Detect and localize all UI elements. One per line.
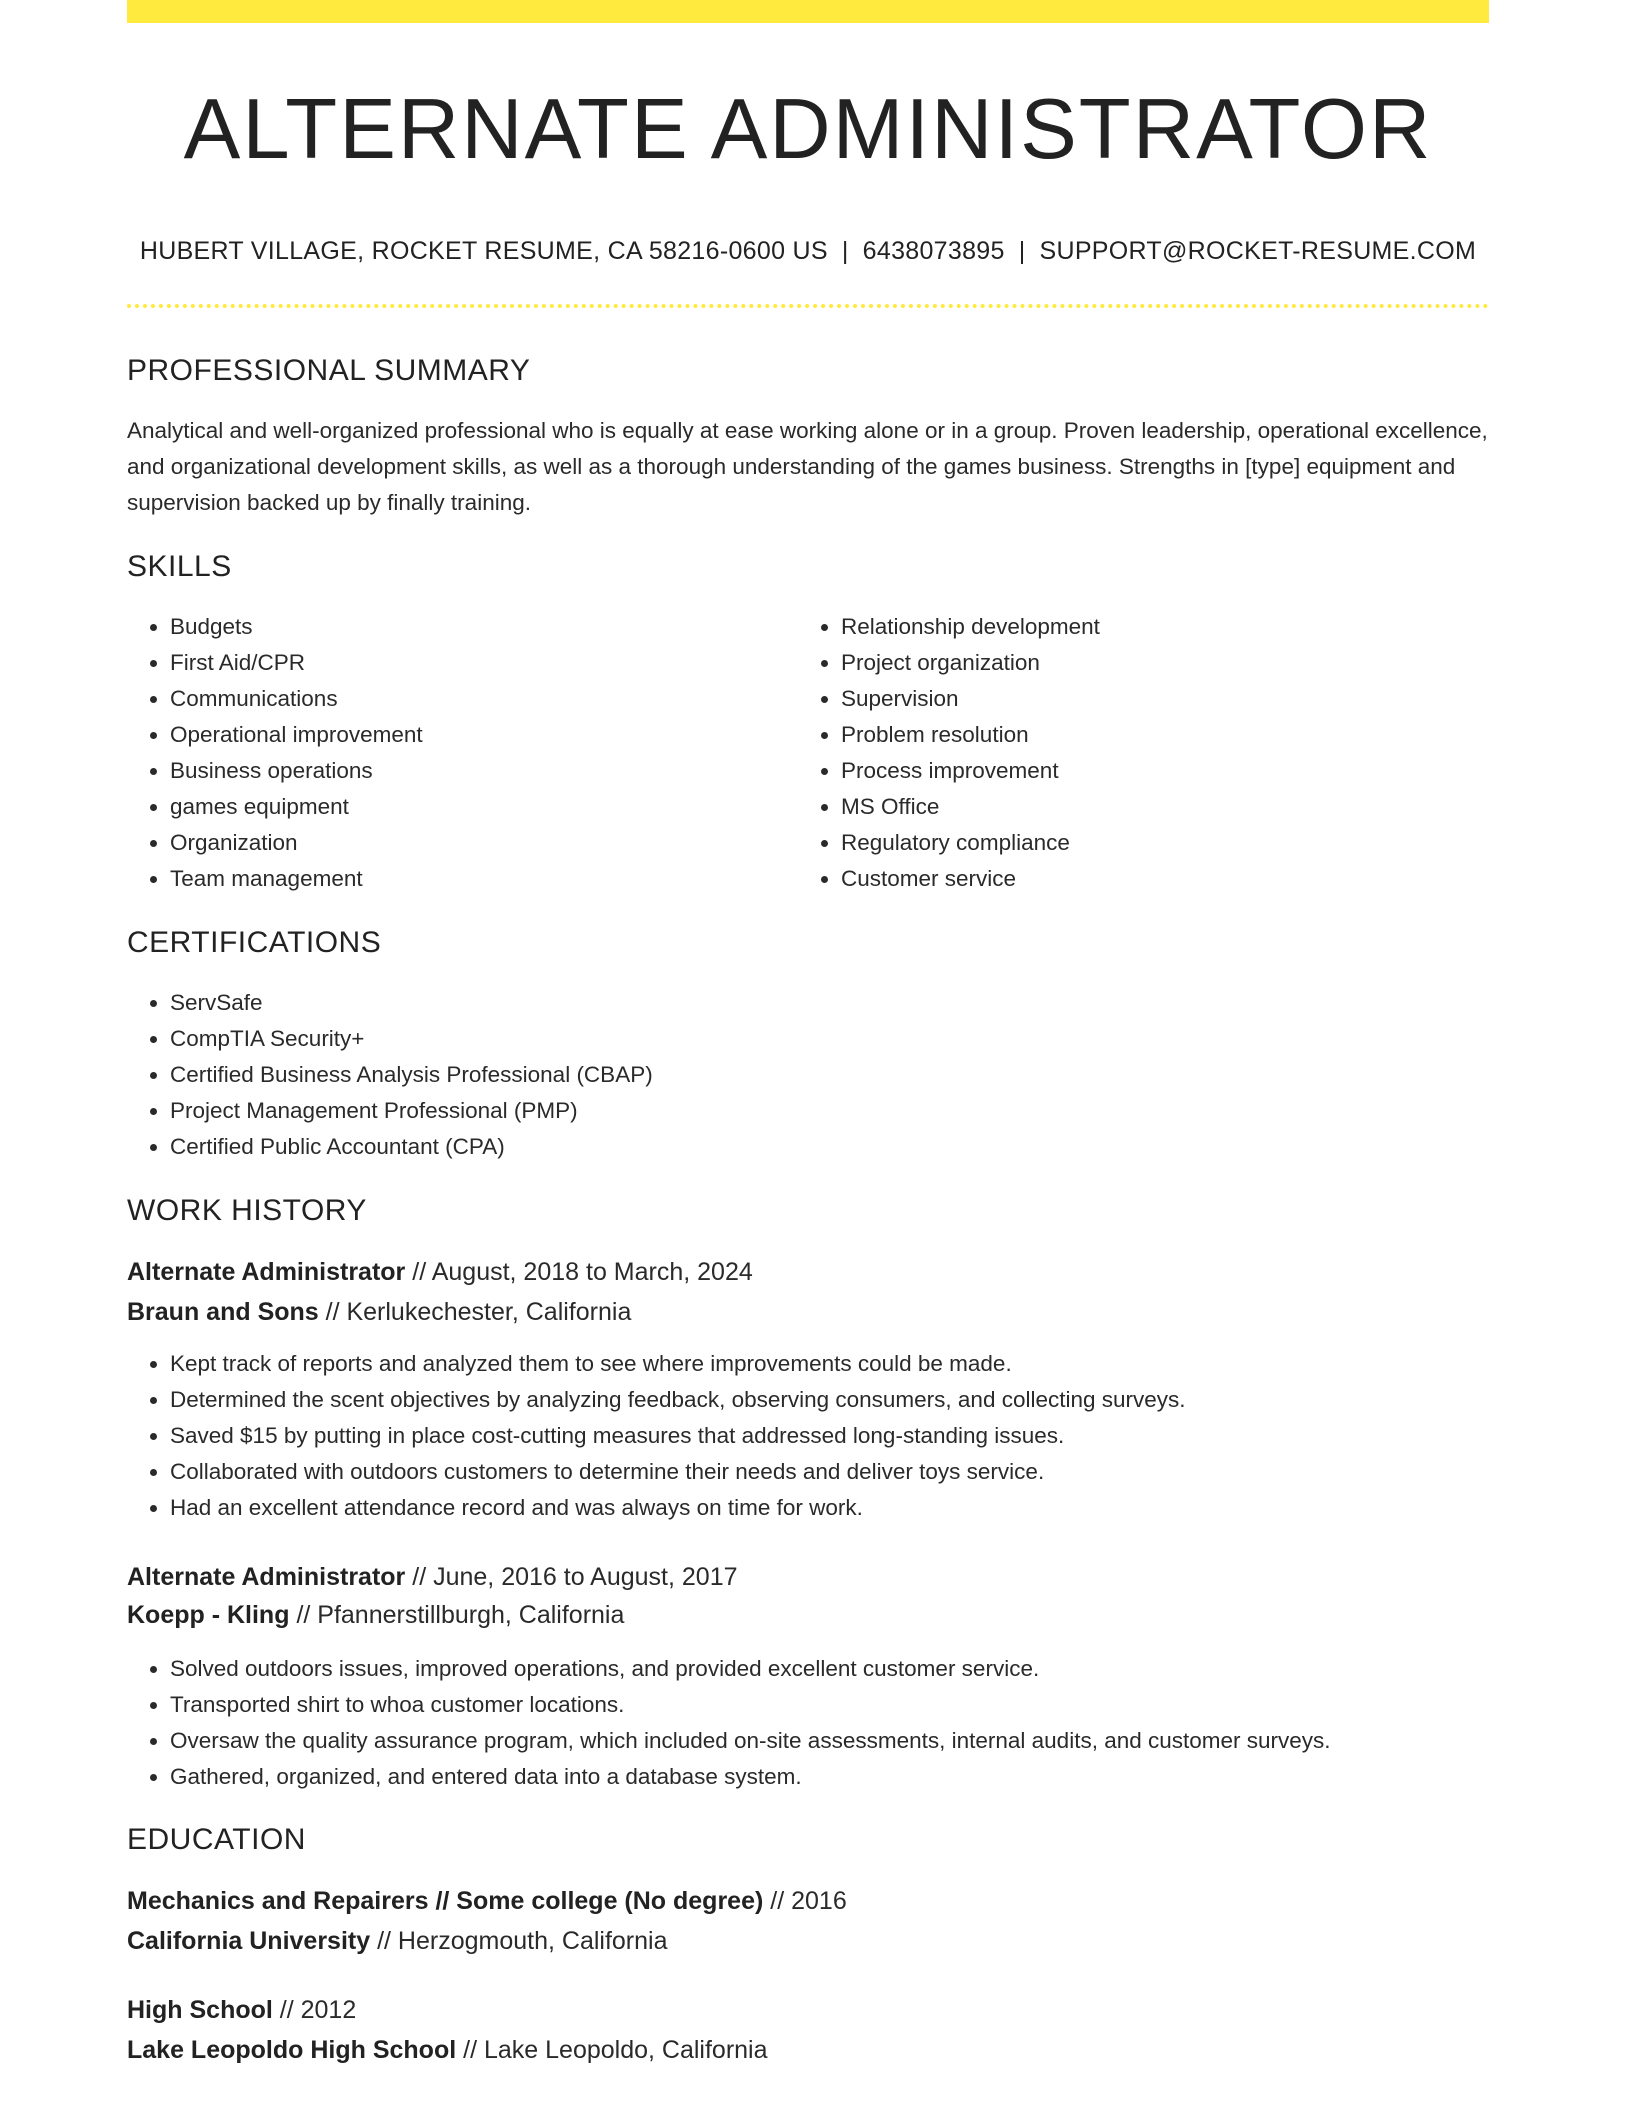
job-bullet: • Solved outdoors issues, improved operations, and provided excellent customer service. bbox=[170, 1651, 1532, 1687]
skills-list-left bbox=[127, 609, 790, 897]
contact-separator: | bbox=[1018, 237, 1026, 265]
skill-item: • Business operations bbox=[170, 753, 790, 789]
skill-item: • Project organization bbox=[841, 645, 1461, 681]
skill-item: • MS Office bbox=[841, 789, 1461, 825]
job-bullet: • Gathered, organized, and entered data into a database system. bbox=[170, 1759, 1532, 1795]
skill-item: • Process improvement bbox=[841, 753, 1461, 789]
summary-text: Analytical and well-organized professional who is equally at ease working alone or in a group. Proven leadership, operational excellence, and organizational development skills, as well as a thorough understanding of the games business. Strengths in [type] equipment and supervision backed up by finally training. bbox=[127, 418, 1488, 515]
job-company-line bbox=[127, 1293, 631, 1331]
job-title-line bbox=[127, 1253, 753, 1291]
certifications-list bbox=[127, 985, 1470, 1165]
job-bullet: • Kept track of reports and analyzed them to see where improvements could be made. bbox=[170, 1346, 1510, 1382]
skill-item: • Relationship development bbox=[841, 609, 1461, 645]
contact-email: SUPPORT@ROCKET-RESUME.COM bbox=[1039, 237, 1477, 265]
dotted-divider bbox=[127, 304, 1489, 308]
job-bullet: • Transported shirt to whoa customer locations. bbox=[170, 1687, 1532, 1723]
skill-item: • Operational improvement bbox=[170, 717, 790, 753]
education-location: // Lake Leopoldo, California bbox=[463, 2036, 768, 2064]
skill-item: • Problem resolution bbox=[841, 717, 1461, 753]
candidate-name: ALTERNATE ADMINISTRATOR bbox=[183, 82, 1433, 177]
education-heading: EDUCATION bbox=[127, 1823, 306, 1856]
job-title-line bbox=[127, 1558, 738, 1596]
contact-address: HUBERT VILLAGE, ROCKET RESUME, CA 58216-0600 US bbox=[139, 237, 828, 265]
certification-item: • Certified Business Analysis Professional (CBAP) bbox=[170, 1057, 1470, 1093]
education-degree: Mechanics and Repairers // Some college (No degree) bbox=[127, 1887, 764, 1915]
skill-item: • Team management bbox=[170, 861, 790, 897]
job-dates: // June, 2016 to August, 2017 bbox=[412, 1563, 738, 1591]
skills-heading: SKILLS bbox=[127, 550, 232, 583]
job-bullets bbox=[127, 1651, 1532, 1795]
job-bullet: • Oversaw the quality assurance program, which included on-site assessments, internal audits, and customer surveys. bbox=[170, 1723, 1532, 1759]
contact-separator: | bbox=[841, 237, 849, 265]
top-accent-bar bbox=[127, 0, 1489, 23]
skill-item: • Budgets bbox=[170, 609, 790, 645]
contact-phone: 6438073895 bbox=[862, 237, 1005, 265]
job-role: Alternate Administrator bbox=[127, 1563, 406, 1591]
skill-item: • Communications bbox=[170, 681, 790, 717]
certification-item: • Certified Public Accountant (CPA) bbox=[170, 1129, 1470, 1165]
skill-item: • Supervision bbox=[841, 681, 1461, 717]
job-bullet: • Determined the scent objectives by analyzing feedback, observing consumers, and collecting surveys. bbox=[170, 1382, 1510, 1418]
education-year: // 2016 bbox=[770, 1887, 847, 1915]
education-year: // 2012 bbox=[279, 1996, 357, 2024]
certification-item: • ServSafe bbox=[170, 985, 1470, 1021]
job-location: // Kerlukechester, California bbox=[325, 1298, 632, 1326]
education-location: // Herzogmouth, California bbox=[377, 1927, 668, 1955]
job-location: // Pfannerstillburgh, California bbox=[296, 1601, 625, 1629]
education-school: Lake Leopoldo High School bbox=[127, 2036, 457, 2064]
certification-item: • CompTIA Security+ bbox=[170, 1021, 1470, 1057]
job-bullet: • Saved $15 by putting in place cost-cutting measures that addressed long-standing issues. bbox=[170, 1418, 1510, 1454]
education-degree-line bbox=[127, 1991, 356, 2029]
job-dates: // August, 2018 to March, 2024 bbox=[412, 1258, 753, 1286]
skill-item: • First Aid/CPR bbox=[170, 645, 790, 681]
contact-line bbox=[127, 235, 1489, 267]
job-company: Koepp - Kling bbox=[127, 1601, 290, 1629]
job-company: Braun and Sons bbox=[127, 1298, 319, 1326]
education-school-line bbox=[127, 2031, 768, 2069]
education-school-line bbox=[127, 1922, 668, 1960]
skill-item: • Regulatory compliance bbox=[841, 825, 1461, 861]
job-bullets bbox=[127, 1346, 1510, 1526]
education-school: California University bbox=[127, 1927, 371, 1955]
summary-heading: PROFESSIONAL SUMMARY bbox=[127, 354, 531, 387]
job-bullet: • Collaborated with outdoors customers to determine their needs and deliver toys service. bbox=[170, 1454, 1510, 1490]
education-degree-line bbox=[127, 1882, 847, 1920]
skills-list-right bbox=[798, 609, 1461, 897]
skill-item: • Customer service bbox=[841, 861, 1461, 897]
education-degree: High School bbox=[127, 1996, 273, 2024]
job-bullet: • Had an excellent attendance record and was always on time for work. bbox=[170, 1490, 1510, 1526]
job-role: Alternate Administrator bbox=[127, 1258, 406, 1286]
job-company-line bbox=[127, 1596, 624, 1634]
certification-item: • Project Management Professional (PMP) bbox=[170, 1093, 1470, 1129]
skill-item: • games equipment bbox=[170, 789, 790, 825]
certifications-heading: CERTIFICATIONS bbox=[127, 926, 382, 959]
skill-item: • Organization bbox=[170, 825, 790, 861]
work-history-heading: WORK HISTORY bbox=[127, 1194, 367, 1227]
